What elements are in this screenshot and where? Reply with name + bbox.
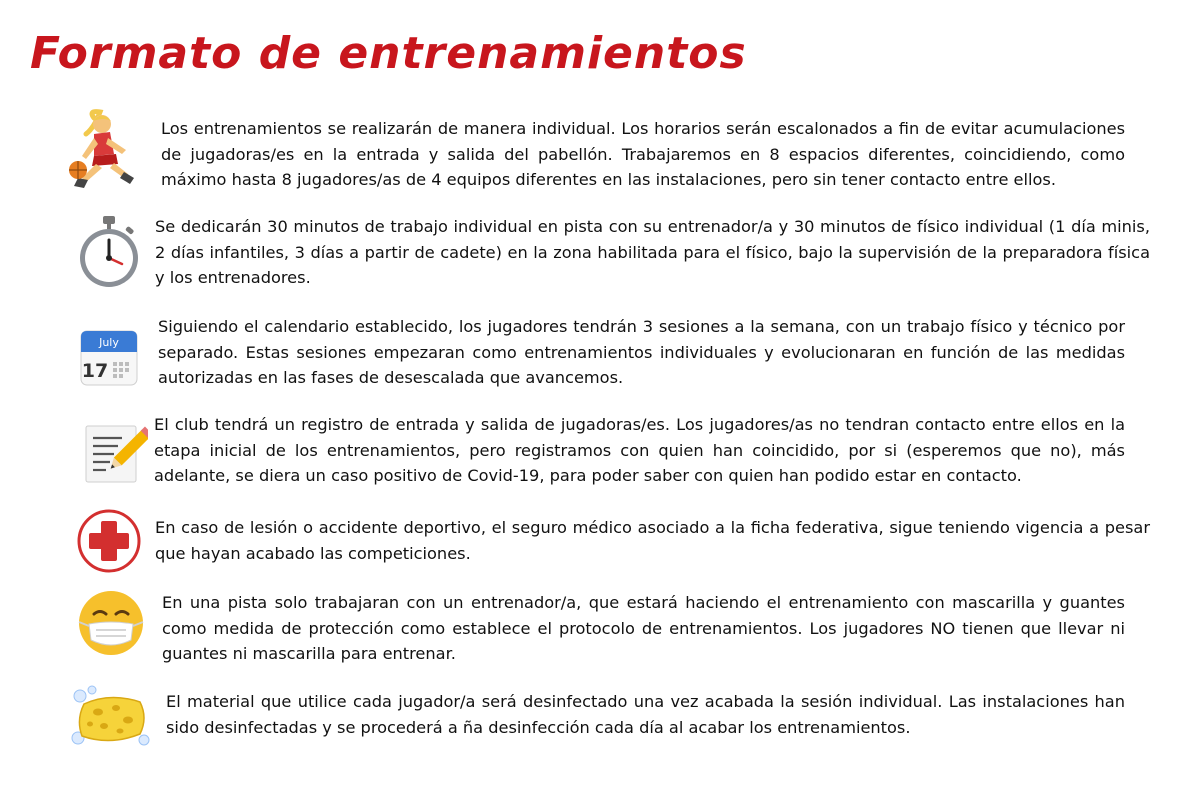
calendar-day: 17 bbox=[81, 360, 109, 382]
item-text-attendance-register: El club tendrá un registro de entrada y salida de jugadoras/es. Los jugadores/as no tendran contacto entre ellos en la etapa inicial de los entrenamientos, pero registramos con quien han coincidido, por si (esperemos que no), más adelante, se diera un caso positivo de Covid-19, para poder saber con quien han podido estar en contacto. bbox=[154, 415, 1125, 485]
sponge-icon bbox=[70, 684, 152, 750]
item-text-medical-insurance: En caso de lesión o accidente deportivo, el seguro médico asociado a la ficha federativa, sigue teniendo vigencia a pesar que hayan acabado las competiciones. bbox=[155, 518, 1150, 563]
item-text-mask-protection: En una pista solo trabajaran con un entrenador/a, que estará haciendo el entrenamiento con mascarilla y guantes como medida de protección como establece el protocolo de entrenamientos. Los jugadores NO tienen que llevar ni guantes ni mascarilla para entrenar. bbox=[162, 593, 1125, 663]
calendar-month: July bbox=[99, 336, 119, 349]
basketball-player-icon bbox=[64, 108, 144, 194]
calendar-icon bbox=[80, 330, 138, 386]
medical-cross-icon bbox=[76, 508, 142, 574]
stopwatch-icon bbox=[76, 214, 142, 288]
memo-pencil-icon bbox=[82, 422, 148, 486]
page-title: Formato de entrenamientos bbox=[30, 28, 747, 79]
item-text-disinfection: El material que utilice cada jugador/a será desinfectado una vez acabada la sesión individual. Las instalaciones han sido desinfectadas y se procederá a ña desinfección cada día al acabar los entrenamientos. bbox=[166, 692, 1125, 737]
item-text-weekly-sessions: Siguiendo el calendario establecido, los jugadores tendrán 3 sesiones a la semana, con un trabajo físico y técnico por separado. Estas sesiones empezaran como entrenamientos individuales y evolucionaran en función de las medidas autorizadas en las fases de desescalada que avancemos. bbox=[158, 317, 1125, 387]
item-text-individual-training: Los entrenamientos se realizarán de manera individual. Los horarios serán escalonados a fin de evitar acumulaciones de jugadoras/es en la entrada y salida del pabellón. Trabajaremos en 8 espacios diferentes, coincidiendo, como máximo hasta 8 jugadores/as de 4 equipos diferentes en las instalaciones, pero sin tener contacto entre ellos. bbox=[161, 119, 1125, 189]
face-with-mask-icon bbox=[76, 588, 146, 658]
item-text-session-time: Se dedicarán 30 minutos de trabajo individual en pista con su entrenador/a y 30 minutos de físico individual (1 día minis, 2 días infantiles, 3 días a partir de cadete) en la zona habilitada para el físico, bajo la supervisión de la preparadora física y los entrenadores. bbox=[155, 217, 1150, 287]
